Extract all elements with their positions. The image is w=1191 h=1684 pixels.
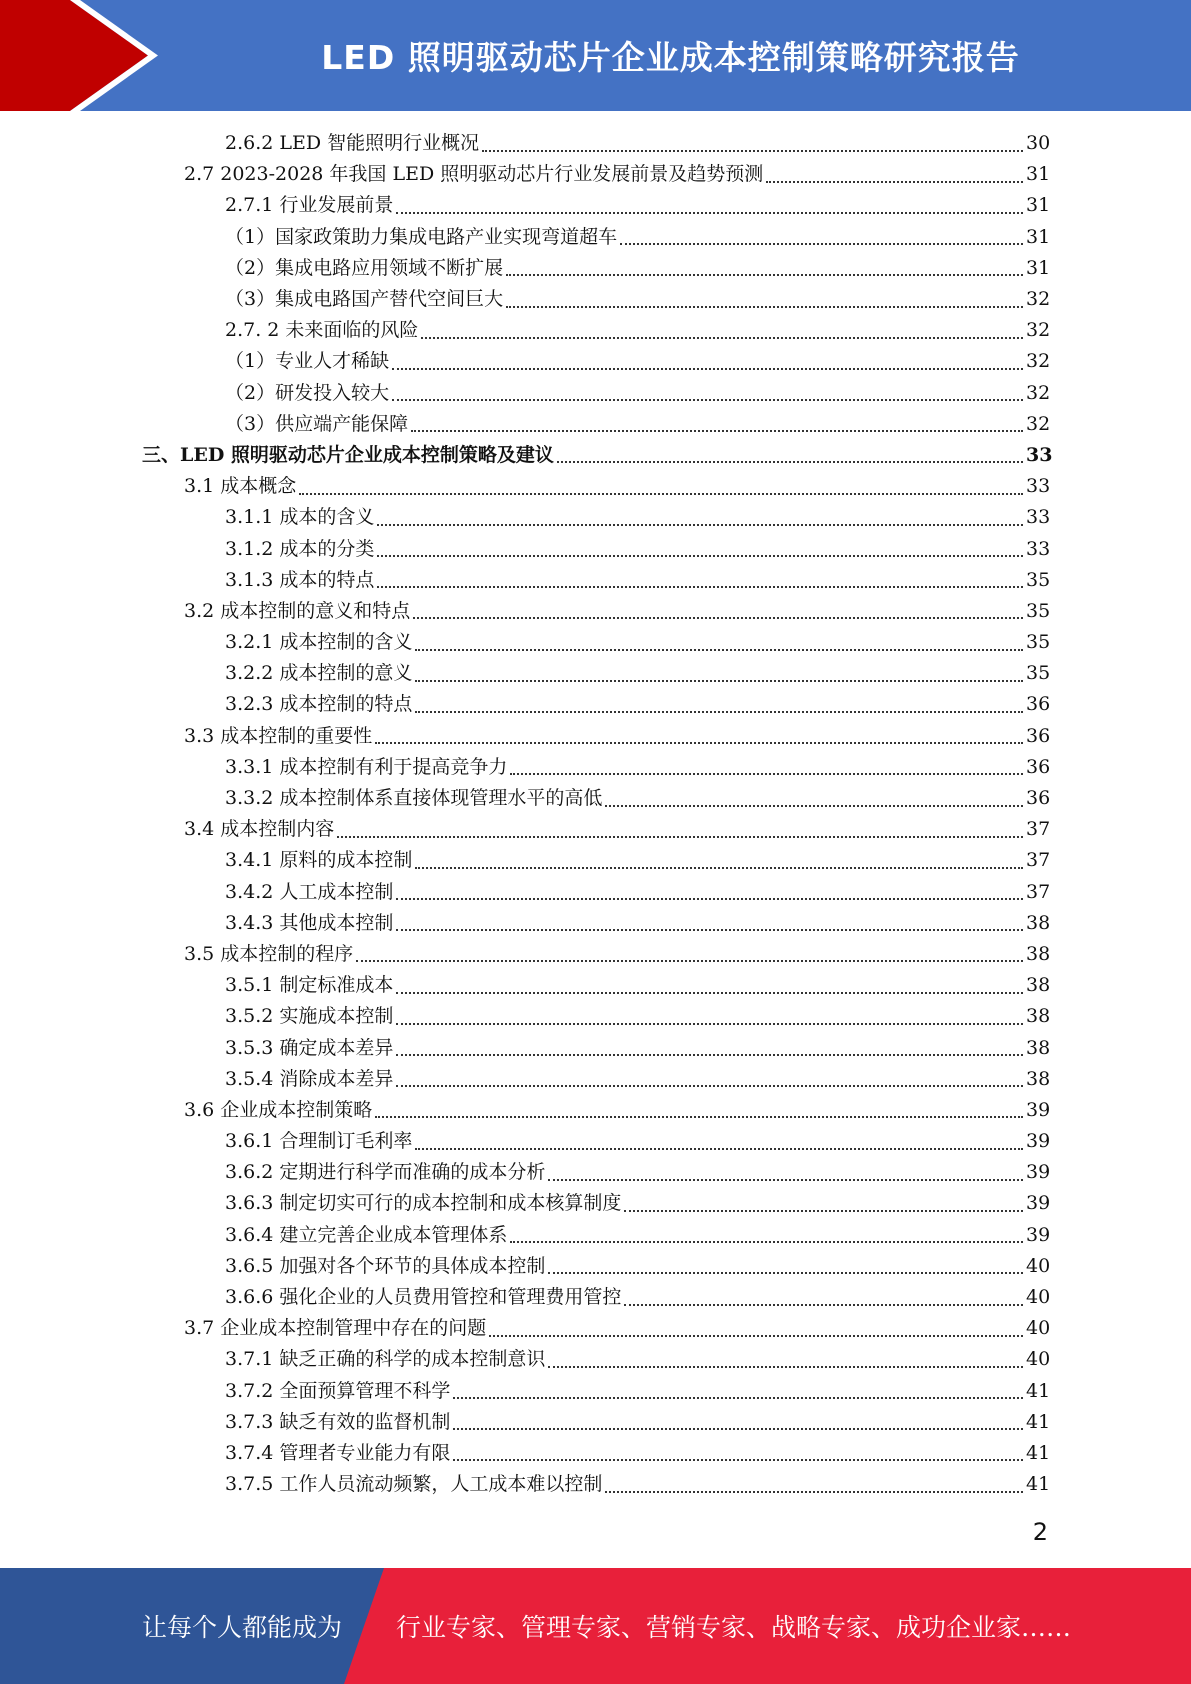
toc-entry-page: 33 [1026,443,1053,466]
toc-entry-title: 3.4 成本控制内容 [184,818,335,841]
toc-entry[interactable] [0,222,1191,253]
toc-entry[interactable] [0,1438,1191,1469]
toc-entry-title: 3.1.1 成本的含义 [225,506,375,529]
toc-entry-title: 3.2 成本控制的意义和特点 [184,599,411,622]
toc-entry-page: 31 [1026,225,1051,248]
toc-entry-title: 3.1.2 成本的分类 [225,537,375,560]
toc-entry-page: 32 [1026,350,1051,373]
report-title: LED 照明驱动芯片企业成本控制策略研究报告 [321,38,1020,77]
toc-entry[interactable] [0,128,1191,159]
toc-entry[interactable] [0,939,1191,970]
toc-entry-title: 2.7.1 行业发展前景 [225,194,394,217]
toc-dot-leader [624,1210,1023,1212]
toc-entry-page: 33 [1026,537,1051,560]
page-footer [0,1568,1191,1684]
toc-dot-leader [421,337,1023,339]
toc-entry[interactable] [0,783,1191,814]
toc-entry-page: 39 [1026,1161,1051,1184]
toc-dot-leader [489,1335,1023,1337]
toc-dot-leader [375,742,1023,744]
toc-dot-leader [396,1023,1023,1025]
toc-entry-page: 31 [1026,163,1051,186]
toc-entry[interactable] [0,159,1191,190]
page-number: 2 [1032,1518,1048,1546]
toc-entry[interactable] [0,627,1191,658]
toc-entry[interactable] [0,1095,1191,1126]
toc-entry-title: 3.6.6 强化企业的人员费用管控和管理费用管控 [225,1286,622,1309]
toc-entry[interactable] [0,1251,1191,1282]
toc-entry-title: 3.2.1 成本控制的含义 [225,631,413,654]
toc-dot-leader [557,461,1023,463]
toc-entry-title: （2）研发投入较大 [225,381,390,404]
page-header [0,0,1191,111]
toc-dot-leader [415,1148,1023,1150]
toc-entry[interactable] [0,346,1191,377]
toc-entry[interactable] [0,190,1191,221]
toc-entry-title: 3.5.3 确定成本差异 [225,1036,394,1059]
toc-entry-page: 32 [1026,412,1051,435]
toc-entry[interactable] [0,1344,1191,1375]
toc-entry-page: 40 [1026,1254,1051,1277]
toc-entry-page: 33 [1026,506,1051,529]
toc-dot-leader [377,555,1023,557]
toc-dot-leader [548,1272,1023,1274]
toc-entry-title: 3.5.2 实施成本控制 [225,1005,394,1028]
toc-entry-title: 3.2.3 成本控制的特点 [225,693,413,716]
toc-entry[interactable] [0,1313,1191,1344]
toc-entry-page: 39 [1026,1192,1051,1215]
toc-entry-page: 32 [1026,319,1051,342]
toc-entry-title: （3）集成电路国产替代空间巨大 [225,288,504,311]
toc-entry-title: （3）供应端产能保障 [225,412,409,435]
toc-dot-leader [510,773,1023,775]
toc-entry[interactable] [0,689,1191,720]
toc-entry[interactable] [0,1157,1191,1188]
toc-entry[interactable] [0,970,1191,1001]
toc-entry-page: 31 [1026,194,1051,217]
toc-entry-title: 3.3 成本控制的重要性 [184,724,373,747]
toc-entry-page: 40 [1026,1317,1051,1340]
toc-dot-leader [548,1366,1023,1368]
toc-entry[interactable] [0,1126,1191,1157]
toc-entry[interactable] [0,1064,1191,1095]
toc-dot-leader [396,1054,1023,1056]
toc-entry-title: 2.6.2 LED 智能照明行业概况 [225,132,480,155]
toc-dot-leader [415,680,1023,682]
toc-entry-page: 36 [1026,755,1051,778]
toc-entry-page: 31 [1026,256,1051,279]
toc-dot-leader [453,1459,1023,1461]
toc-dot-leader [605,805,1023,807]
toc-entry-page: 41 [1026,1473,1051,1496]
toc-entry[interactable] [0,1376,1191,1407]
toc-dot-leader [299,493,1023,495]
toc-entry-page: 40 [1026,1348,1051,1371]
toc-dot-leader [396,1085,1023,1087]
toc-dot-leader [396,992,1023,994]
toc-entry-title: 2.7 2023-2028 年我国 LED 照明驱动芯片行业发展前景及趋势预测 [184,163,764,186]
toc-dot-leader [766,181,1023,183]
toc-entry-title: 3.7.2 全面预算管理不科学 [225,1379,451,1402]
toc-entry-page: 38 [1026,1067,1051,1090]
toc-entry[interactable] [0,1220,1191,1251]
toc-entry[interactable] [0,440,1191,471]
toc-dot-leader [510,1241,1023,1243]
toc-dot-leader [506,274,1023,276]
toc-dot-leader [413,617,1023,619]
toc-entry-page: 40 [1026,1286,1051,1309]
toc-entry[interactable] [0,315,1191,346]
toc-entry-page: 41 [1026,1379,1051,1402]
toc-entry-title: 3.4.1 原料的成本控制 [225,849,413,872]
toc-entry-title: 3.6.5 加强对各个环节的具体成本控制 [225,1254,546,1277]
toc-entry[interactable] [0,1001,1191,1032]
toc-dot-leader [605,1491,1023,1493]
toc-entry[interactable] [0,814,1191,845]
toc-entry-title: 3.7.3 缺乏有效的监督机制 [225,1410,451,1433]
toc-entry-title: 3.3.2 成本控制体系直接体现管理水平的高低 [225,787,603,810]
toc-entry-title: 3.7.5 工作人员流动频繁，人工成本难以控制 [225,1473,603,1496]
toc-dot-leader [415,711,1023,713]
toc-entry-page: 37 [1026,818,1051,841]
toc-entry-title: （1）专业人才稀缺 [225,350,390,373]
toc-entry[interactable] [0,658,1191,689]
toc-entry-title: 3.7.1 缺乏正确的科学的成本控制意识 [225,1348,546,1371]
toc-dot-leader [377,524,1023,526]
toc-entry[interactable] [0,877,1191,908]
toc-entry-title: 3.3.1 成本控制有利于提高竞争力 [225,755,508,778]
toc-entry[interactable] [0,502,1191,533]
toc-entry-title: 3.5.1 制定标准成本 [225,974,394,997]
toc-entry-page: 41 [1026,1410,1051,1433]
toc-entry[interactable] [0,565,1191,596]
toc-entry-page: 36 [1026,724,1051,747]
toc-entry-page: 38 [1026,1005,1051,1028]
toc-entry[interactable] [0,1469,1191,1500]
toc-entry-title: （1）国家政策助力集成电路产业实现弯道超车 [225,225,618,248]
toc-entry-page: 37 [1026,880,1051,903]
toc-entry[interactable] [0,596,1191,627]
toc-entry-page: 35 [1026,568,1051,591]
toc-dot-leader [392,399,1023,401]
toc-entry-title: 3.7.4 管理者专业能力有限 [225,1441,451,1464]
toc-entry-title: 2.7. 2 未来面临的风险 [225,319,419,342]
footer-slogan-right: 行业专家、管理专家、营销专家、战略专家、成功企业家…… [396,1613,1072,1642]
toc-dot-leader [415,649,1023,651]
toc-dot-leader [415,867,1023,869]
toc-entry-title: 3.6 企业成本控制策略 [184,1098,373,1121]
toc-entry-title: 3.7 企业成本控制管理中存在的问题 [184,1317,487,1340]
toc-dot-leader [392,368,1023,370]
toc-entry[interactable] [0,1407,1191,1438]
toc-entry-title: 三、LED 照明驱动芯片企业成本控制策略及建议 [142,443,554,466]
toc-entry-title: 3.5.4 消除成本差异 [225,1067,394,1090]
toc-entry[interactable] [0,409,1191,440]
toc-entry-title: 3.6.4 建立完善企业成本管理体系 [225,1223,508,1246]
toc-entry-page: 36 [1026,693,1051,716]
footer-slogan-left: 让每个人都能成为 [142,1613,343,1642]
toc-entry-page: 35 [1026,631,1051,654]
toc-entry[interactable] [0,721,1191,752]
toc-entry-title: 3.4.3 其他成本控制 [225,911,394,934]
toc-entry[interactable] [0,1188,1191,1219]
toc-entry-title: 3.5 成本控制的程序 [184,942,354,965]
toc-entry-page: 32 [1026,381,1051,404]
toc-entry[interactable] [0,1282,1191,1313]
toc-dot-leader [396,212,1023,214]
table-of-contents [0,128,1191,1500]
toc-dot-leader [453,1397,1023,1399]
toc-entry-page: 39 [1026,1098,1051,1121]
header-arrow-decoration [0,0,160,111]
toc-entry-page: 35 [1026,599,1051,622]
toc-entry-page: 41 [1026,1441,1051,1464]
toc-entry-title: （2）集成电路应用领域不断扩展 [225,256,504,279]
toc-entry-page: 36 [1026,787,1051,810]
toc-entry-page: 38 [1026,911,1051,934]
toc-entry-page: 37 [1026,849,1051,872]
toc-entry-page: 39 [1026,1130,1051,1153]
toc-dot-leader [396,929,1023,931]
toc-entry[interactable] [0,1032,1191,1063]
toc-entry[interactable] [0,533,1191,564]
toc-entry-page: 30 [1026,132,1051,155]
toc-entry-title: 3.1 成本概念 [184,475,297,498]
toc-dot-leader [620,243,1023,245]
toc-dot-leader [624,1304,1023,1306]
toc-entry-page: 35 [1026,662,1051,685]
toc-dot-leader [375,1116,1023,1118]
toc-dot-leader [453,1428,1023,1430]
toc-entry-title: 3.6.1 合理制订毛利率 [225,1130,413,1153]
toc-entry-page: 39 [1026,1223,1051,1246]
toc-dot-leader [411,430,1023,432]
toc-entry[interactable] [0,253,1191,284]
toc-entry-title: 3.1.3 成本的特点 [225,568,375,591]
toc-entry[interactable] [0,284,1191,315]
toc-entry[interactable] [0,908,1191,939]
toc-entry[interactable] [0,378,1191,409]
toc-entry-title: 3.6.3 制定切实可行的成本控制和成本核算制度 [225,1192,622,1215]
toc-dot-leader [482,150,1023,152]
toc-dot-leader [396,898,1023,900]
toc-entry-page: 38 [1026,974,1051,997]
toc-dot-leader [337,836,1023,838]
toc-entry-page: 38 [1026,942,1051,965]
toc-entry-page: 38 [1026,1036,1051,1059]
toc-entry-page: 33 [1026,475,1051,498]
toc-dot-leader [548,1179,1023,1181]
toc-dot-leader [506,306,1023,308]
toc-entry-page: 32 [1026,288,1051,311]
toc-entry[interactable] [0,471,1191,502]
toc-dot-leader [377,586,1023,588]
toc-entry-title: 3.6.2 定期进行科学而准确的成本分析 [225,1161,546,1184]
toc-entry-title: 3.4.2 人工成本控制 [225,880,394,903]
toc-entry[interactable] [0,845,1191,876]
toc-dot-leader [356,960,1023,962]
toc-entry[interactable] [0,752,1191,783]
toc-entry-title: 3.2.2 成本控制的意义 [225,662,413,685]
